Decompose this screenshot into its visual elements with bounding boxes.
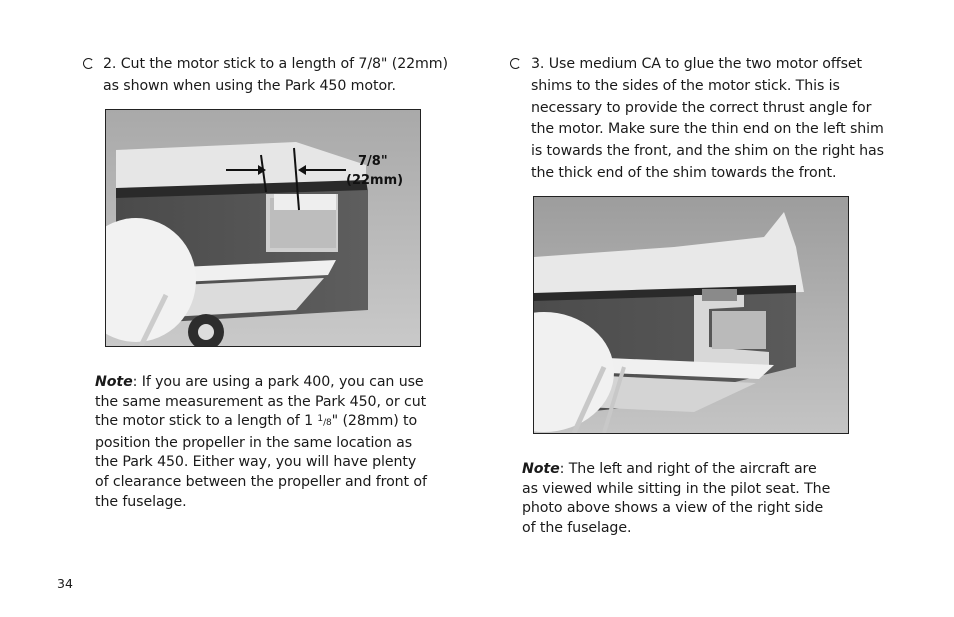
step-3-line: necessary to provide the correct thrust angle for: [531, 99, 872, 116]
step-3-line: is towards the front, and the shim on the right has: [531, 143, 884, 160]
step-2-line: 2. Cut the motor stick to a length of 7/8" (22mm): [103, 56, 448, 72]
note-line: the fuselage.: [95, 493, 187, 510]
step-2-text: [83, 54, 448, 98]
step-3-instruction: [510, 54, 884, 185]
note-label: Note: [95, 374, 133, 390]
step-2-instruction: [83, 54, 448, 98]
step-2-line: as shown when using the Park 450 motor.: [103, 77, 396, 94]
note-line: as viewed while sitting in the pilot seat. The: [522, 480, 831, 497]
motor-offset-shims-illustration: [534, 197, 848, 433]
checkbox-bullet-icon: [510, 58, 521, 69]
fraction-slash: /: [323, 418, 326, 429]
page-number: 34: [57, 576, 73, 591]
note-line: [95, 373, 435, 393]
step-3-text: [510, 54, 884, 185]
note-label: Note: [522, 461, 560, 477]
note-park-400: [95, 373, 435, 512]
note-line: the same measurement as the Park 450, or cut: [95, 393, 427, 410]
note-line: the Park 450. Either way, you will have plenty: [95, 454, 417, 471]
note-line: of clearance between the propeller and front of: [95, 473, 427, 490]
fraction-numerator: 1: [317, 414, 324, 425]
motor-offset-shims-photo: [533, 196, 849, 434]
step-3-line: 3. Use medium CA to glue the two motor offset: [531, 56, 863, 72]
note-text: : If you are using a park 400, you can use: [132, 374, 424, 390]
note-line: position the propeller in the same location as: [95, 434, 413, 451]
note-text: " (28mm) to: [331, 413, 418, 430]
dimension-label-inches: 7/8": [358, 154, 388, 169]
note-left-right: [522, 460, 862, 538]
fraction-denominator: 8: [326, 418, 332, 429]
step-3-line: shims to the sides of the motor stick. This is: [531, 77, 840, 94]
checkbox-bullet-icon: [83, 58, 94, 69]
note-line: of the fuselage.: [522, 519, 632, 536]
step-3-line: the motor. Make sure the thin end on the left shim: [531, 121, 884, 138]
note-line: photo above shows a view of the right side: [522, 500, 824, 517]
step-3-line: the thick end of the shim towards the front.: [531, 164, 837, 181]
motor-stick-cut-illustration: [106, 110, 420, 346]
note-line: [95, 412, 435, 434]
motor-stick-cut-photo: [105, 109, 421, 347]
note-text: : The left and right of the aircraft are: [559, 461, 817, 477]
dimension-label-mm: (22mm): [346, 173, 404, 188]
note-text: the motor stick to a length of 1: [95, 413, 318, 430]
note-line: [522, 460, 862, 480]
